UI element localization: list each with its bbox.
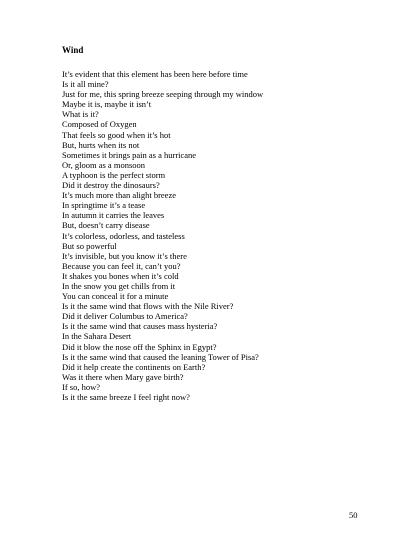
poem-line: Did it help create the continents on Earth? <box>62 361 206 372</box>
poem-line: But so powerful <box>62 240 117 251</box>
poem-line: Or, gloom as a monsoon <box>62 159 145 170</box>
poem-line: Maybe it is, maybe it isn’t <box>62 99 152 110</box>
poem-line: Did it deliver Columbus to America? <box>62 311 188 322</box>
poem-title: Wind <box>62 45 84 55</box>
poem-line: But, doesn’t carry disease <box>62 220 150 231</box>
poem-line: You can conceal it for a minute <box>62 291 169 302</box>
poem-line: Because you can feel it, can’t you? <box>62 260 181 271</box>
poem-line: It’s invisible, but you know it’s there <box>62 250 187 261</box>
poem-line: Is it all mine? <box>62 79 109 90</box>
page-number: 50 <box>349 510 358 520</box>
poem-line: Is it the same wind that flows with the Nile River? <box>62 301 234 312</box>
poem-line: Is it the same wind that causes mass hysteria? <box>62 321 218 332</box>
poem-line: Did it blow the nose off the Sphinx in Egypt? <box>62 341 217 352</box>
poem-line: Sometimes it brings pain as a hurricane <box>62 149 197 160</box>
poem-line: Just for me, this spring breeze seeping through my window <box>62 89 264 100</box>
poem-body <box>62 69 263 402</box>
poem-line: In autumn it carries the leaves <box>62 210 165 221</box>
poem-line: It shakes you bones when it’s cold <box>62 270 179 281</box>
poem-line: In the snow you get chills from it <box>62 280 176 291</box>
poem-line: Composed of Oxygen <box>62 119 137 130</box>
poem-line: Was it there when Mary gave birth? <box>62 371 184 382</box>
poem-line: But, hurts when its not <box>62 139 140 150</box>
poem-line: A typhoon is the perfect storm <box>62 169 166 180</box>
poem-line: It’s colorless, odorless, and tasteless <box>62 230 185 241</box>
poem-line: Is it the same breeze I feel right now? <box>62 392 190 402</box>
poem-line: That feels so good when it’s hot <box>62 129 171 140</box>
poem-line: It’s evident that this element has been here before time <box>62 69 248 79</box>
poem-line: In the Sahara Desert <box>62 331 132 342</box>
poem-line: In springtime it’s a tease <box>62 200 146 211</box>
poem-line: What is it? <box>62 109 99 120</box>
poem-line: It’s much more than alight breeze <box>62 190 176 201</box>
poem-line: Is it the same wind that caused the leaning Tower of Pisa? <box>62 351 259 362</box>
poem-line: If so, how? <box>62 381 101 392</box>
poem-line: Did it destroy the dinosaurs? <box>62 180 160 191</box>
